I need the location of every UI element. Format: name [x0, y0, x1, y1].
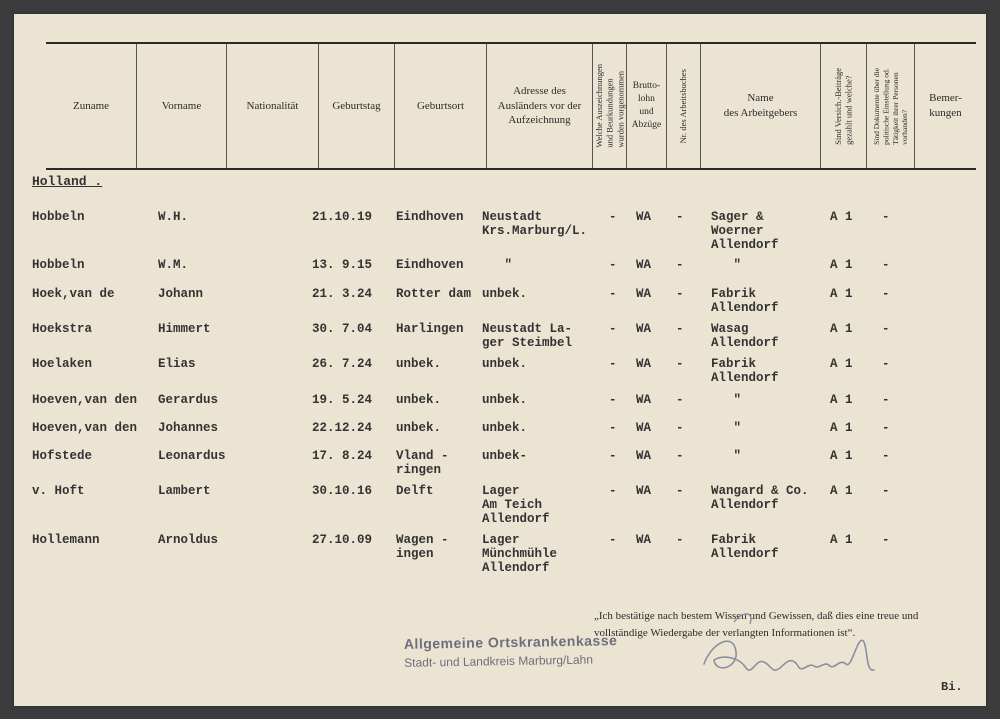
cell-adresse: unbek.: [482, 287, 528, 301]
cell-vorname: Arnoldus: [158, 533, 219, 547]
document-card: [14, 14, 986, 706]
cell-geburtstag: 22.12.24: [312, 421, 373, 435]
cell-zuname: Hollemann: [32, 533, 100, 547]
cell-vorname: Lambert: [158, 484, 211, 498]
cell-nr: -: [676, 449, 684, 463]
cell-beitraege: A 1: [830, 484, 853, 498]
cell-geburtsort: Vland - ringen: [396, 449, 449, 477]
cell-brutto: WA: [636, 287, 652, 301]
table-header: [46, 42, 976, 170]
cell-brutto: WA: [636, 258, 652, 272]
cell-dok: -: [882, 287, 890, 301]
cell-geburtsort: Delft: [396, 484, 434, 498]
cell-zuname: Hoelaken: [32, 357, 93, 371]
cell-geburtstag: 21. 3.24: [312, 287, 373, 301]
cell-arbeitgeber: ": [711, 393, 742, 407]
cell-arbeitgeber: Wangard & Co. Allendorf: [711, 484, 809, 512]
header-beitraege: Sind Versich.-Beiträge gezahlt und welche?: [820, 44, 866, 168]
cell-geburtsort: unbek.: [396, 393, 442, 407]
footer-mark: Bi.: [941, 680, 963, 694]
header-brutto: Brutto- lohn und Abzüge: [626, 44, 666, 168]
cell-brutto: WA: [636, 322, 652, 336]
cell-geburtsort: unbek.: [396, 357, 442, 371]
cell-beitraege: A 1: [830, 258, 853, 272]
cell-adresse: Neustadt La- ger Steimbel: [482, 322, 573, 350]
cell-ausz: -: [609, 322, 617, 336]
cell-arbeitgeber: Wasag Allendorf: [711, 322, 779, 350]
cell-beitraege: A 1: [830, 449, 853, 463]
cell-brutto: WA: [636, 533, 652, 547]
cell-geburtstag: 21.10.19: [312, 210, 373, 224]
cell-ausz: -: [609, 210, 617, 224]
cell-geburtstag: 17. 8.24: [312, 449, 373, 463]
cell-zuname: Hobbeln: [32, 258, 85, 272]
cell-zuname: Hofstede: [32, 449, 93, 463]
cell-beitraege: A 1: [830, 287, 853, 301]
cell-ausz: -: [609, 287, 617, 301]
cell-nr: -: [676, 210, 684, 224]
cell-nr: -: [676, 357, 684, 371]
header-adresse: Adresse des Ausländers vor der Aufzeichnung: [486, 44, 592, 168]
cell-brutto: WA: [636, 421, 652, 435]
cell-geburtstag: 30. 7.04: [312, 322, 373, 336]
cell-geburtstag: 30.10.16: [312, 484, 373, 498]
cell-vorname: Himmert: [158, 322, 211, 336]
header-bemerkungen: Bemer- kungen: [914, 44, 976, 168]
header-geburtsort: Geburtsort: [394, 44, 486, 168]
cell-zuname: Hoek,van de: [32, 287, 115, 301]
cell-beitraege: A 1: [830, 533, 853, 547]
header-auszeichnungen: Welche Auszeichnungen und Beurkundungen wurden vorgenommen: [592, 44, 626, 168]
cell-adresse: Lager Am Teich Allendorf: [482, 484, 550, 526]
cell-adresse: ": [482, 258, 513, 272]
cell-vorname: Johann: [158, 287, 204, 301]
header-zuname: Zuname: [72, 99, 110, 112]
cell-dok: -: [882, 357, 890, 371]
cell-vorname: W.M.: [158, 258, 189, 272]
cell-brutto: WA: [636, 393, 652, 407]
cell-nr: -: [676, 484, 684, 498]
cell-brutto: WA: [636, 210, 652, 224]
cell-nr: -: [676, 393, 684, 407]
cell-ausz: -: [609, 258, 617, 272]
cell-dok: -: [882, 484, 890, 498]
cell-geburtsort: Wagen - ingen: [396, 533, 449, 561]
cell-dok: -: [882, 322, 890, 336]
header-geburtstag: Geburtstag: [318, 44, 394, 168]
confirmation-text: „Ich bestätige nach bestem Wissen und Gewissen, daß dies eine treue und vollständige Wiedergabe der verlangten Informationen ist“.: [594, 610, 919, 639]
cell-beitraege: A 1: [830, 357, 853, 371]
cell-vorname: Johannes: [158, 421, 219, 435]
header-nationalitaet: Nationalität: [226, 44, 318, 168]
cell-nr: -: [676, 533, 684, 547]
cell-ausz: -: [609, 421, 617, 435]
cell-dok: -: [882, 533, 890, 547]
cell-arbeitgeber: ": [711, 258, 742, 272]
cell-ausz: -: [609, 393, 617, 407]
office-stamp: [404, 632, 618, 670]
cell-beitraege: A 1: [830, 421, 853, 435]
header-arbeitgeber: Name des Arbeitgebers: [700, 44, 820, 168]
cell-dok: -: [882, 393, 890, 407]
cell-nr: -: [676, 287, 684, 301]
header-vorname: Vorname: [136, 44, 226, 168]
cell-nr: -: [676, 421, 684, 435]
cell-arbeitgeber: ": [711, 421, 742, 435]
section-title: Holland .: [32, 174, 103, 189]
cell-brutto: WA: [636, 357, 652, 371]
stamp-line-1: Allgemeine Ortskrankenkasse: [403, 632, 618, 652]
cell-vorname: W.H.: [158, 210, 189, 224]
stamp-line-2: Stadt- und Landkreis Marburg/Lahn: [404, 652, 594, 670]
cell-arbeitgeber: Fabrik Allendorf: [711, 287, 779, 315]
cell-geburtsort: Rotter dam: [396, 287, 472, 301]
cell-ausz: -: [609, 357, 617, 371]
cell-dok: -: [882, 449, 890, 463]
cell-adresse: unbek-: [482, 449, 528, 463]
cell-beitraege: A 1: [830, 210, 853, 224]
cell-vorname: Gerardus: [158, 393, 219, 407]
cell-geburtstag: 13. 9.15: [312, 258, 373, 272]
cell-zuname: Hobbeln: [32, 210, 85, 224]
cell-geburtstag: 19. 5.24: [312, 393, 373, 407]
cell-vorname: Leonardus: [158, 449, 226, 463]
cell-vorname: Elias: [158, 357, 196, 371]
cell-geburtsort: Eindhoven: [396, 210, 464, 224]
header-dokumente: Sind Dokumente über die politische Einstellung od. Tätigkeit ihrer Personen vorhanden?: [866, 44, 914, 168]
cell-dok: -: [882, 258, 890, 272]
cell-zuname: v. Hoft: [32, 484, 85, 498]
cell-brutto: WA: [636, 449, 652, 463]
cell-beitraege: A 1: [830, 322, 853, 336]
cell-ausz: -: [609, 533, 617, 547]
handwritten-signature: [694, 602, 894, 692]
cell-geburtstag: 27.10.09: [312, 533, 373, 547]
cell-brutto: WA: [636, 484, 652, 498]
cell-nr: -: [676, 322, 684, 336]
cell-ausz: -: [609, 449, 617, 463]
cell-zuname: Hoekstra: [32, 322, 93, 336]
cell-nr: -: [676, 258, 684, 272]
cell-beitraege: A 1: [830, 393, 853, 407]
cell-adresse: Neustadt Krs.Marburg/L.: [482, 210, 588, 238]
header-arbeitsbuch: Nr. des Arbeitsbuches: [666, 44, 700, 168]
cell-arbeitgeber: ": [711, 449, 742, 463]
cell-dok: -: [882, 421, 890, 435]
cell-geburtsort: Eindhoven: [396, 258, 464, 272]
cell-adresse: Lager Münchmühle Allendorf: [482, 533, 558, 575]
cell-dok: -: [882, 210, 890, 224]
cell-adresse: unbek.: [482, 357, 528, 371]
cell-geburtsort: Harlingen: [396, 322, 464, 336]
cell-arbeitgeber: Sager & Woerner Allendorf: [711, 210, 779, 252]
cell-ausz: -: [609, 484, 617, 498]
cell-arbeitgeber: Fabrik Allendorf: [711, 357, 779, 385]
cell-arbeitgeber: Fabrik Allendorf: [711, 533, 779, 561]
cell-geburtsort: unbek.: [396, 421, 442, 435]
cell-adresse: unbek.: [482, 393, 528, 407]
cell-zuname: Hoeven,van den: [32, 393, 138, 407]
cell-geburtstag: 26. 7.24: [312, 357, 373, 371]
cell-adresse: unbek.: [482, 421, 528, 435]
cell-zuname: Hoeven,van den: [32, 421, 138, 435]
